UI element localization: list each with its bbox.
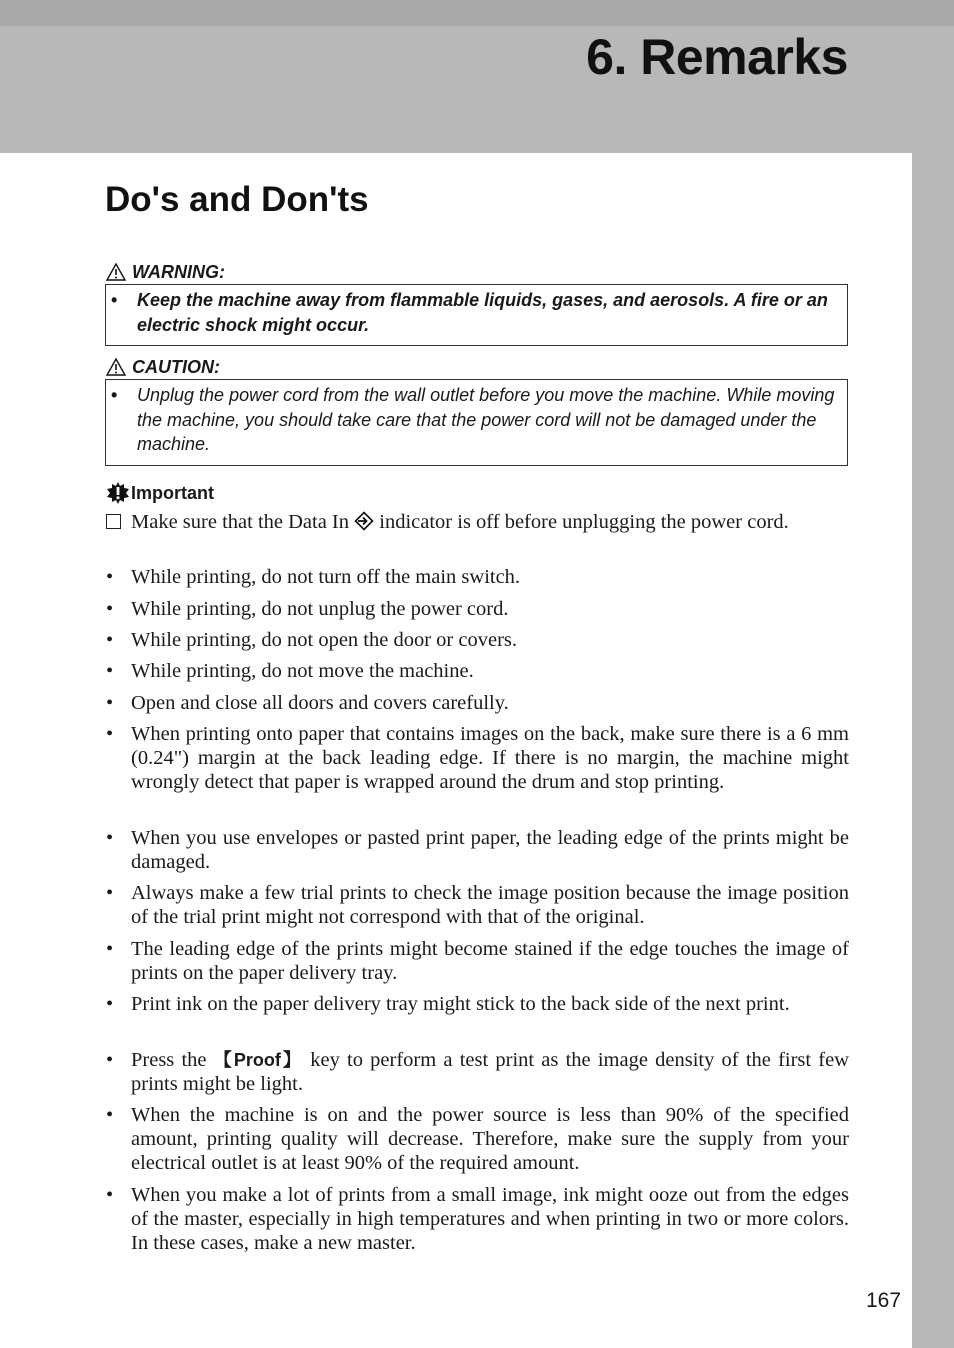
list-item [106,826,849,874]
bullet: • [106,882,114,904]
checklist-item [106,510,849,534]
bullet: • [111,385,118,405]
bullet: • [106,938,114,960]
list-item [106,722,849,794]
bullet: • [106,1049,114,1071]
list-item [106,691,849,715]
list-item [106,597,849,621]
bullet: • [106,566,114,588]
bullet: • [106,1104,114,1126]
caution-box [105,379,848,466]
list-item-text: When printing onto paper that contains images on the back, make sure there is a 6 mm (0.24") margin at the back leading edge. If there is no margin, the machine might wrongly detect that paper is wrapped around the drum and stop printing. [131,723,849,793]
list-item [106,565,849,589]
proof-key-label: 【Proof】 [213,1050,303,1070]
list-item-text: Always make a few trial prints to check the image position because the image position of the trial print might not correspond with that of the original. [131,882,849,928]
bullet: • [106,1184,114,1206]
list-item [106,1048,849,1096]
list-item [106,628,849,652]
checklist-text-after: indicator is off before unplugging the power cord. [379,511,789,533]
important-label-text: Important [131,483,214,503]
bullet: • [106,827,114,849]
header-top-strip [0,0,954,26]
list-item [106,937,849,985]
bullet: • [111,290,118,310]
list-item [106,659,849,683]
list-item [106,992,849,1016]
section-title: Do's and Don'ts [105,180,369,219]
list-item-text: When the machine is on and the power source is less than 90% of the specified amount, printing quality will decrease. Therefore, make sure the supply from your electrical outlet is at least 90% of the required amount. [131,1104,849,1174]
list-item [106,881,849,929]
warning-label-text: WARNING: [132,262,225,282]
bullet: • [106,629,114,651]
list-item-text: key to perform a test print as the image density of the first few prints might be light. [131,1049,850,1095]
important-icon [106,481,130,505]
list-item-text: Print ink on the paper delivery tray might stick to the back side of the next print. [131,993,790,1015]
bullet: • [106,692,114,714]
page-number: 167 [866,1289,902,1312]
list-item-text: While printing, do not turn off the main switch. [131,566,521,588]
bullet: • [106,993,114,1015]
list-item-text: When you make a lot of prints from a small image, ink might ooze out from the edges of the master, especially in high temperatures and when printing in two or more colors. In these cases, make a new master. [131,1184,849,1254]
list-item-text: Open and close all doors and covers carefully. [131,692,509,714]
bullet: • [106,723,114,745]
important-label [106,481,214,505]
bullet: • [106,598,114,620]
warning-box [105,284,848,346]
warning-label [106,262,225,282]
page-edge-tab [912,153,954,1348]
list-item-text: Press the [131,1049,207,1071]
caution-text: Unplug the power cord from the wall outlet before you move the machine. While moving the machine, you should take care that the power cord will not be damaged under the machine. [137,385,835,454]
checkbox-icon [106,514,121,529]
list-item [106,1103,849,1175]
list-item-text: While printing, do not unplug the power cord. [131,598,509,620]
list-item-text: When you use envelopes or pasted print paper, the leading edge of the prints might be damaged. [131,827,849,873]
list-item-text: While printing, do not open the door or covers. [131,629,517,651]
warning-triangle-icon [106,358,126,376]
list-item-text: While printing, do not move the machine. [131,660,474,682]
warning-text: Keep the machine away from flammable liquids, gases, and aerosols. A fire or an electric shock might occur. [137,290,828,335]
data-in-icon [354,511,374,531]
checklist-text-before: Make sure that the Data In [131,511,350,533]
list-item [106,1183,849,1255]
list-item-text: The leading edge of the prints might become stained if the edge touches the image of prints on the paper delivery tray. [131,938,849,984]
warning-triangle-icon [106,263,126,281]
caution-label-text: CAUTION: [132,357,220,377]
caution-label [106,357,220,377]
chapter-title: 6. Remarks [586,29,848,85]
bullet: • [106,660,114,682]
